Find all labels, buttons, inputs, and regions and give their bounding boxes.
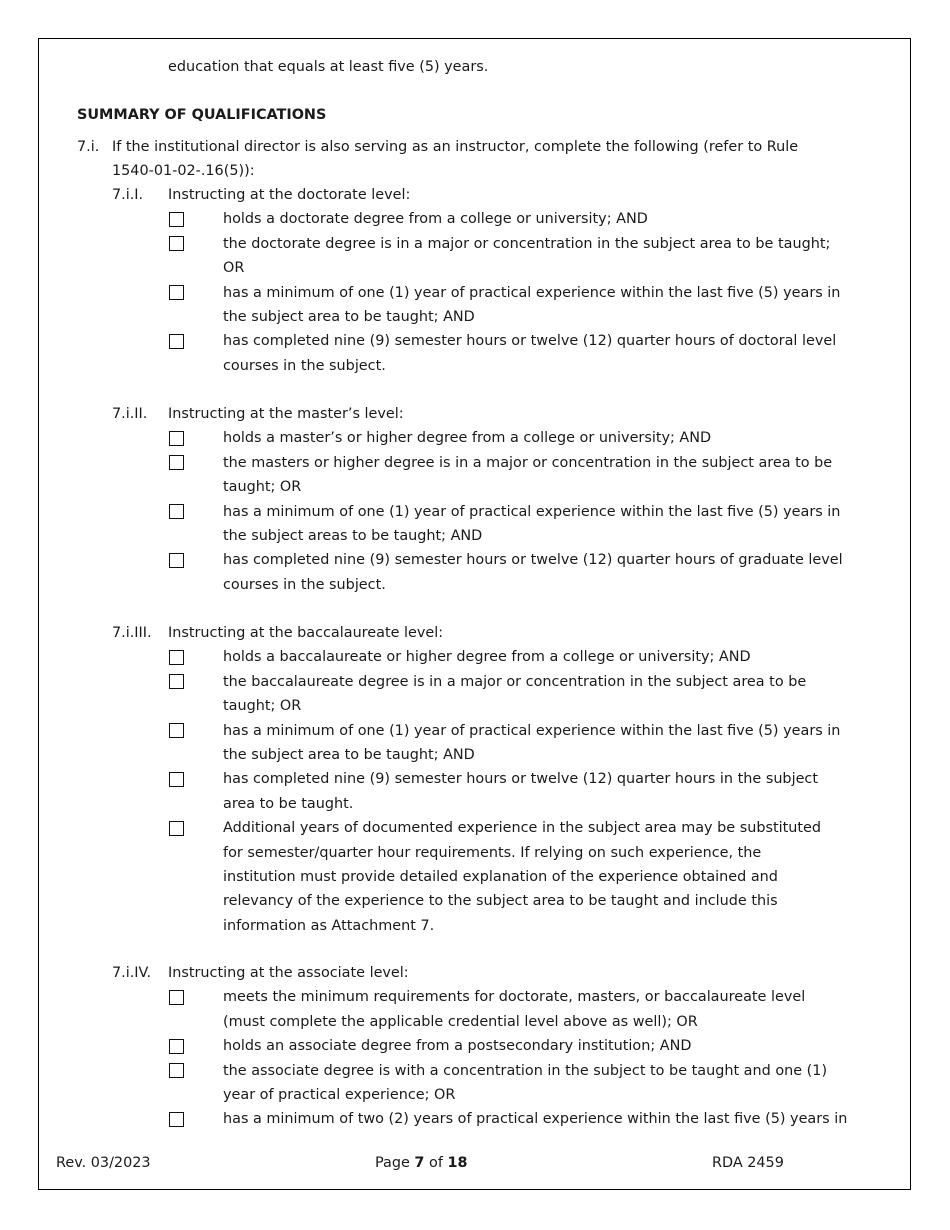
requirement-text-line: information as Attachment 7. [223, 917, 435, 934]
subsection-heading: Instructing at the master’s level: [168, 406, 404, 422]
requirement-text-line: courses in the subject. [223, 576, 386, 593]
item-number: 7.i. [77, 139, 100, 155]
item-intro-line1: If the institutional director is also serving as an instructor, complete the following (refer to Rule [112, 139, 799, 155]
requirement-text-line: taught; OR [223, 698, 302, 715]
requirement-checkbox[interactable] [169, 1039, 184, 1054]
requirement-text-line: has a minimum of one (1) year of practical experience within the last five (5) years in [223, 284, 841, 301]
requirement-checkbox[interactable] [169, 821, 184, 836]
requirement-text-line: OR [223, 260, 245, 277]
requirement-text-line: institution must provide detailed explanation of the experience obtained and [223, 869, 778, 885]
requirement-checkbox[interactable] [169, 334, 184, 349]
requirement-text-line: the associate degree is with a concentration in the subject to be taught and one (1) [223, 1062, 828, 1079]
requirement-checkbox[interactable] [169, 236, 184, 251]
requirement-text-line: Additional years of documented experience in the subject area may be substituted [223, 820, 821, 837]
requirement-text-line: relevancy of the experience to the subject area to be taught and include this [223, 893, 778, 910]
requirement-checkbox[interactable] [169, 1112, 184, 1127]
requirement-checkbox[interactable] [169, 553, 184, 568]
footer-revision: Rev. 03/2023 [56, 1155, 151, 1171]
subsection-heading: Instructing at the associate level: [168, 965, 409, 981]
requirement-text-line: (must complete the applicable credential level above as well); OR [223, 1013, 698, 1030]
requirement-text-line: the masters or higher degree is in a major or concentration in the subject area to be [223, 454, 833, 471]
subsection-heading: Instructing at the doctorate level: [168, 187, 411, 203]
subsection-number: 7.i.IV. [112, 965, 152, 981]
requirement-text-line: the baccalaureate degree is in a major or concentration in the subject area to be [223, 673, 807, 690]
requirement-checkbox[interactable] [169, 504, 184, 519]
requirement-text-line: holds a doctorate degree from a college or university; AND [223, 211, 648, 228]
section-heading: SUMMARY OF QUALIFICATIONS [77, 107, 327, 123]
requirement-text-line: the subject area to be taught; AND [223, 747, 475, 763]
requirement-checkbox[interactable] [169, 674, 184, 689]
requirement-text-line: taught; OR [223, 479, 302, 496]
requirement-text-line: area to be taught. [223, 795, 354, 812]
requirement-text-line: holds an associate degree from a postsecondary institution; AND [223, 1038, 692, 1055]
footer-page-total: 18 [447, 1155, 468, 1171]
footer-page-prefix: Page [375, 1155, 415, 1171]
subsection-number: 7.i.I. [112, 187, 144, 203]
requirement-text-line: courses in the subject. [223, 357, 386, 374]
requirement-checkbox[interactable] [169, 1063, 184, 1078]
requirement-checkbox[interactable] [169, 212, 184, 227]
requirement-text-line: has completed nine (9) semester hours or twelve (12) quarter hours in the subject [223, 771, 818, 788]
requirement-text-line: the doctorate degree is in a major or concentration in the subject area to be taught; [223, 235, 831, 252]
requirement-text-line: has completed nine (9) semester hours or twelve (12) quarter hours of doctoral level [223, 333, 837, 350]
requirement-text-line: holds a baccalaureate or higher degree from a college or university; AND [223, 649, 751, 666]
requirement-text-line: the subject area to be taught; AND [223, 309, 475, 325]
requirement-checkbox[interactable] [169, 650, 184, 665]
requirement-text-line: has a minimum of one (1) year of practical experience within the last five (5) years in [223, 503, 841, 520]
requirement-checkbox[interactable] [169, 723, 184, 738]
requirement-text-line: has completed nine (9) semester hours or twelve (12) quarter hours of graduate level [223, 552, 843, 569]
requirement-text-line: the subject areas to be taught; AND [223, 528, 483, 544]
requirement-checkbox[interactable] [169, 285, 184, 300]
requirement-checkbox[interactable] [169, 431, 184, 446]
requirement-text-line: for semester/quarter hour requirements. If relying on such experience, the [223, 844, 762, 861]
continued-text: education that equals at least five (5) years. [168, 59, 489, 75]
footer-page-current: 7 [414, 1155, 425, 1171]
subsection-number: 7.i.II. [112, 406, 148, 422]
footer-form-id: RDA 2459 [712, 1155, 784, 1171]
requirement-checkbox[interactable] [169, 455, 184, 470]
footer-page-number [375, 1152, 468, 1174]
footer-page-of: of [424, 1155, 448, 1171]
requirement-checkbox[interactable] [169, 772, 184, 787]
requirement-text-line: year of practical experience; OR [223, 1087, 456, 1103]
subsection-number: 7.i.III. [112, 625, 152, 641]
item-intro-line2: 1540-01-02-.16(5)): [112, 163, 255, 179]
requirement-text-line: has a minimum of one (1) year of practical experience within the last five (5) years in [223, 722, 841, 739]
subsection-heading: Instructing at the baccalaureate level: [168, 625, 444, 641]
requirement-text-line: meets the minimum requirements for doctorate, masters, or baccalaureate level [223, 989, 806, 1006]
requirement-checkbox[interactable] [169, 990, 184, 1005]
requirement-text-line: holds a master’s or higher degree from a college or university; AND [223, 430, 712, 447]
requirement-text-line: has a minimum of two (2) years of practical experience within the last five (5) years in [223, 1111, 848, 1128]
